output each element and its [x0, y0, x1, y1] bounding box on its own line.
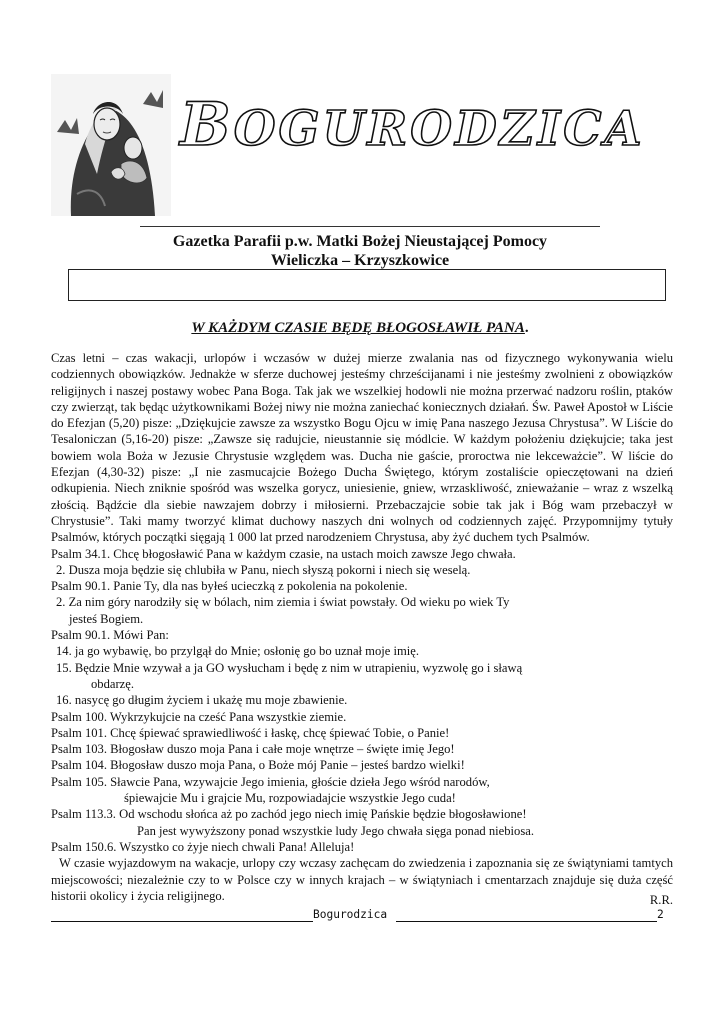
intro-paragraph: Czas letni – czas wakacji, urlopów i wczasów w dużej mierze zwalania nas od fizycznego wykonywania wielu codziennych obowiązków. Jednakże w sferze duchowej jesteśmy chrześcijanami i nie jesteśmy zwolnieni z obowiązków religijnych i naszej postawy wobec Pana Boga. Tak jak we wszelkiej hodowli nie można przerwać nadzoru roślin, ptaków czy zwierząt, tak będąc użytkownikami Bożej niwy nie można zaniechać koniecznych działań. Św. Paweł Apostoł w Liście do Efezjan (5,20) pisze: „Dziękujcie zawsze za wszystko Bogu Ojcu w imię Pana naszego Jezusa Chrystusa”. W Liście do Tesaloniczan (5,16-20) pisze: „Zawsze się radujcie, nieustannie się módlcie. W każdym położeniu dziękujcie; taka jest bowiem wola Boża w Jezusie Chrystusie względem was. Ducha nie gaście, proroctwa nie lekceważcie”. W liście do Efezjan (4,30-32) pisze: „I nie zasmucajcie Bożego Ducha Świętego, którym zostaliście opieczętowani na dzień odkupienia. Niech zniknie spośród was wszelka gorycz, uniesienie, gniew, wrzaskliwość, znieważanie – wraz z wszelką złością. Bądźcie dla siebie nawzajem dobrzy i miłosierni. Przebaczajcie sobie tak jak i Bóg wam przebaczył w Chrystusie”. Taki mamy tworzyć klimat duchowy naszych dni wolnych od codziennych zajęć. Przypomnijmy tytuły Psalmów, których początki sięgają 1 000 lat przed narodzeniem Chrystusa, aby żyć duchem tych Psalmów.: [51, 351, 673, 545]
author-signature: R.R.: [649, 893, 673, 907]
psalm-line: 15. Będzie Mnie wzywał a ja GO wysłucham i będę z nim w utrapieniu, wyzwolę go i sławą: [56, 660, 523, 675]
article-body: [51, 350, 673, 904]
psalm-line: 2. Dusza moja będzie się chlubiła w Panu, niech słyszą pokorni i niech się weselą.: [56, 562, 471, 577]
psalm-line: Psalm 101. Chcę śpiewać sprawiedliwość i łaskę, chcę śpiewać Tobie, o Panie!: [51, 725, 450, 740]
psalm-line: śpiewajcie Mu i grajcie Mu, rozpowiadajcie wszystkie Jego cuda!: [124, 791, 456, 806]
page-number: 2: [657, 908, 664, 921]
madonna-icon: [51, 74, 171, 216]
article-title: W KAŻDYM CZASIE BĘDĘ BŁOGOSŁAWIŁ PANA.: [191, 320, 529, 336]
psalm-line: obdarzę.: [91, 676, 135, 691]
header-rule: [140, 226, 600, 227]
psalm-line: Psalm 103. Błogosław duszo moja Pana i całe moje wnętrze – święte imię Jego!: [51, 742, 455, 757]
psalm-line: Psalm 105. Sławcie Pana, wzywajcie Jego imienia, głoście dzieła Jego wśród narodów,: [51, 774, 490, 789]
page-footer: [51, 908, 673, 924]
psalm-line: Psalm 90.1. Mówi Pan:: [51, 628, 169, 643]
psalm-line: 16. nasycę go długim życiem i ukażę mu moje zbawienie.: [56, 693, 348, 708]
closing-paragraph: W czasie wyjazdowym na wakacje, urlopy czy wczasy zachęcam do zwiedzenia i zapoznania się ze świątyniami tamtych miejscowości; niezależnie czy to w Polsce czy w innych krajach – w świątyniach i cmentarzach znajduje się duża część historii okolicy i życia religijnego.: [51, 856, 673, 903]
header-box: [68, 269, 666, 301]
footer-rule-right: [396, 921, 657, 922]
footer-title: Bogurodzica: [313, 908, 388, 921]
psalm-line: 2. Za nim góry narodziły się w bólach, nim ziemia i świat powstały. Od wieku po wiek Ty: [56, 595, 510, 610]
parish-location: Wieliczka – Krzyszkowice: [270, 252, 450, 269]
psalm-line: Psalm 90.1. Panie Ty, dla nas byłeś ucieczką z pokolenia na pokolenie.: [51, 579, 408, 594]
footer-rule-left: [51, 921, 313, 922]
parish-name: Gazetka Parafii p.w. Matki Bożej Nieustającej Pomocy: [172, 233, 548, 250]
psalm-line: Pan jest wywyższony ponad wszystkie ludy Jego chwała sięga ponad niebiosa.: [137, 823, 534, 838]
psalm-line: Psalm 100. Wykrzykujcie na cześć Pana wszystkie ziemie.: [51, 709, 347, 724]
psalm-line: Psalm 34.1. Chcę błogosławić Pana w każdym czasie, na ustach moich zawsze Jego chwała.: [51, 546, 516, 561]
psalm-line: 14. ja go wybawię, bo przylgął do Mnie; osłonię go bo uznał moje imię.: [56, 644, 420, 659]
psalm-line: Psalm 150.6. Wszystko co żyje niech chwali Pana! Alleluja!: [51, 839, 355, 854]
psalm-line: Psalm 113.3. Od wschodu słońca aż po zachód jego niech imię Pańskie będzie błogosławione!: [51, 807, 527, 822]
psalm-line: jesteś Bogiem.: [69, 611, 144, 626]
psalm-line: Psalm 104. Błogosław duszo moja Pana, o Boże mój Panie – jesteś bardzo wielki!: [51, 758, 465, 773]
masthead-title: BOGURODZICA: [180, 90, 645, 160]
